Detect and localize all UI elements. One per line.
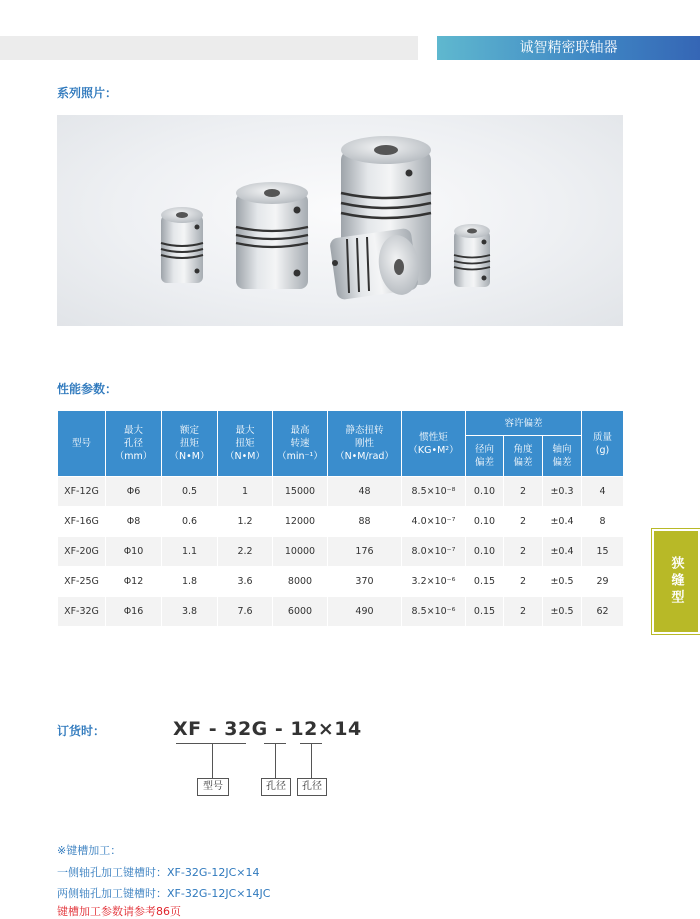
header-mass: 质量 (g)	[582, 411, 624, 477]
cell-mass: 62	[582, 597, 624, 627]
header-max-torque: 最大 扭矩 （N•M）	[218, 411, 273, 477]
cell-speed: 6000	[273, 597, 328, 627]
cell-inertia: 3.2×10⁻⁶	[402, 567, 466, 597]
cell-radial: 0.10	[466, 477, 504, 507]
header-tolerance-group: 容许偏差	[466, 411, 582, 436]
cell-model: XF-25G	[58, 567, 106, 597]
keyway-title: ※键槽加工：	[57, 844, 122, 857]
keyway-both-sides: 两侧轴孔加工键槽时：XF-32G-12JC×14JC	[57, 887, 271, 900]
header-gray-bar	[0, 36, 418, 60]
cell-rated: 3.8	[162, 597, 218, 627]
cell-stiffness: 48	[328, 477, 402, 507]
cell-inertia: 8.5×10⁻⁸	[402, 477, 466, 507]
label-box-bore2: 孔径	[297, 778, 327, 796]
cell-max: 1	[218, 477, 273, 507]
header-rated-torque: 额定 扭矩 （N•M）	[162, 411, 218, 477]
cell-inertia: 8.5×10⁻⁶	[402, 597, 466, 627]
header-axial: 轴向 偏差	[543, 436, 582, 477]
cell-model: XF-16G	[58, 507, 106, 537]
cell-angular: 2	[504, 537, 543, 567]
table-row	[58, 567, 624, 597]
cell-stiffness: 370	[328, 567, 402, 597]
header-model: 型号	[58, 411, 106, 477]
bore2-connector	[311, 743, 312, 778]
cell-mass: 29	[582, 567, 624, 597]
header-max-bore: 最大 孔径 （mm）	[106, 411, 162, 477]
order-section-label: 订货时：	[57, 724, 106, 738]
cell-axial: ±0.4	[543, 537, 582, 567]
coupling-small-left	[161, 207, 203, 283]
cell-model: XF-32G	[58, 597, 106, 627]
table-row	[58, 507, 624, 537]
cell-rated: 1.1	[162, 537, 218, 567]
cell-model: XF-20G	[58, 537, 106, 567]
order-code-example: XF - 32G - 12×14	[173, 718, 362, 740]
cell-angular: 2	[504, 477, 543, 507]
cell-speed: 15000	[273, 477, 328, 507]
performance-section-label: 性能参数：	[57, 382, 118, 396]
cell-speed: 8000	[273, 567, 328, 597]
side-tab-slit-type: 狭缝型	[652, 529, 700, 634]
cell-bore: Φ6	[106, 477, 162, 507]
cell-bore: Φ10	[106, 537, 162, 567]
cell-mass: 4	[582, 477, 624, 507]
bore1-connector	[275, 743, 276, 778]
cell-stiffness: 490	[328, 597, 402, 627]
cell-bore: Φ12	[106, 567, 162, 597]
header-title: 诚智精密联轴器	[437, 36, 700, 60]
label-box-bore1: 孔径	[261, 778, 291, 796]
cell-bore: Φ16	[106, 597, 162, 627]
cell-axial: ±0.5	[543, 567, 582, 597]
cell-rated: 0.5	[162, 477, 218, 507]
model-underline	[176, 743, 246, 744]
cell-max: 3.6	[218, 567, 273, 597]
coupling-front	[329, 228, 423, 301]
cell-max: 1.2	[218, 507, 273, 537]
cell-inertia: 8.0×10⁻⁷	[402, 537, 466, 567]
cell-radial: 0.15	[466, 597, 504, 627]
model-connector	[212, 743, 213, 778]
cell-radial: 0.10	[466, 537, 504, 567]
header-inertia: 惯性矩 （KG•M²）	[402, 411, 466, 477]
cell-angular: 2	[504, 597, 543, 627]
couplings-illustration	[57, 115, 623, 326]
product-photo	[57, 115, 623, 326]
cell-axial: ±0.3	[543, 477, 582, 507]
cell-stiffness: 176	[328, 537, 402, 567]
label-box-model: 型号	[197, 778, 229, 796]
spec-table	[57, 410, 624, 627]
cell-radial: 0.10	[466, 507, 504, 537]
cell-speed: 10000	[273, 537, 328, 567]
cell-rated: 1.8	[162, 567, 218, 597]
cell-axial: ±0.5	[543, 597, 582, 627]
keyway-one-side: 一侧轴孔加工键槽时：XF-32G-12JC×14	[57, 866, 260, 879]
header-radial: 径向 偏差	[466, 436, 504, 477]
header-static-stiffness: 静态扭转 刚性 （N•M/rad）	[328, 411, 402, 477]
cell-bore: Φ8	[106, 507, 162, 537]
cell-mass: 15	[582, 537, 624, 567]
cell-max: 7.6	[218, 597, 273, 627]
cell-angular: 2	[504, 567, 543, 597]
cell-radial: 0.15	[466, 567, 504, 597]
table-row	[58, 597, 624, 627]
cell-model: XF-12G	[58, 477, 106, 507]
table-row	[58, 537, 624, 567]
header-angular: 角度 偏差	[504, 436, 543, 477]
coupling-medium	[236, 182, 308, 289]
keyway-reference: 键槽加工参数请参考86页	[57, 905, 181, 918]
cell-stiffness: 88	[328, 507, 402, 537]
cell-inertia: 4.0×10⁻⁷	[402, 507, 466, 537]
table-row	[58, 477, 624, 507]
coupling-small-right	[454, 224, 490, 287]
cell-mass: 8	[582, 507, 624, 537]
photos-section-label: 系列照片：	[57, 86, 118, 100]
cell-speed: 12000	[273, 507, 328, 537]
header-max-speed: 最高 转速 （min⁻¹）	[273, 411, 328, 477]
cell-max: 2.2	[218, 537, 273, 567]
cell-axial: ±0.4	[543, 507, 582, 537]
cell-angular: 2	[504, 507, 543, 537]
cell-rated: 0.6	[162, 507, 218, 537]
